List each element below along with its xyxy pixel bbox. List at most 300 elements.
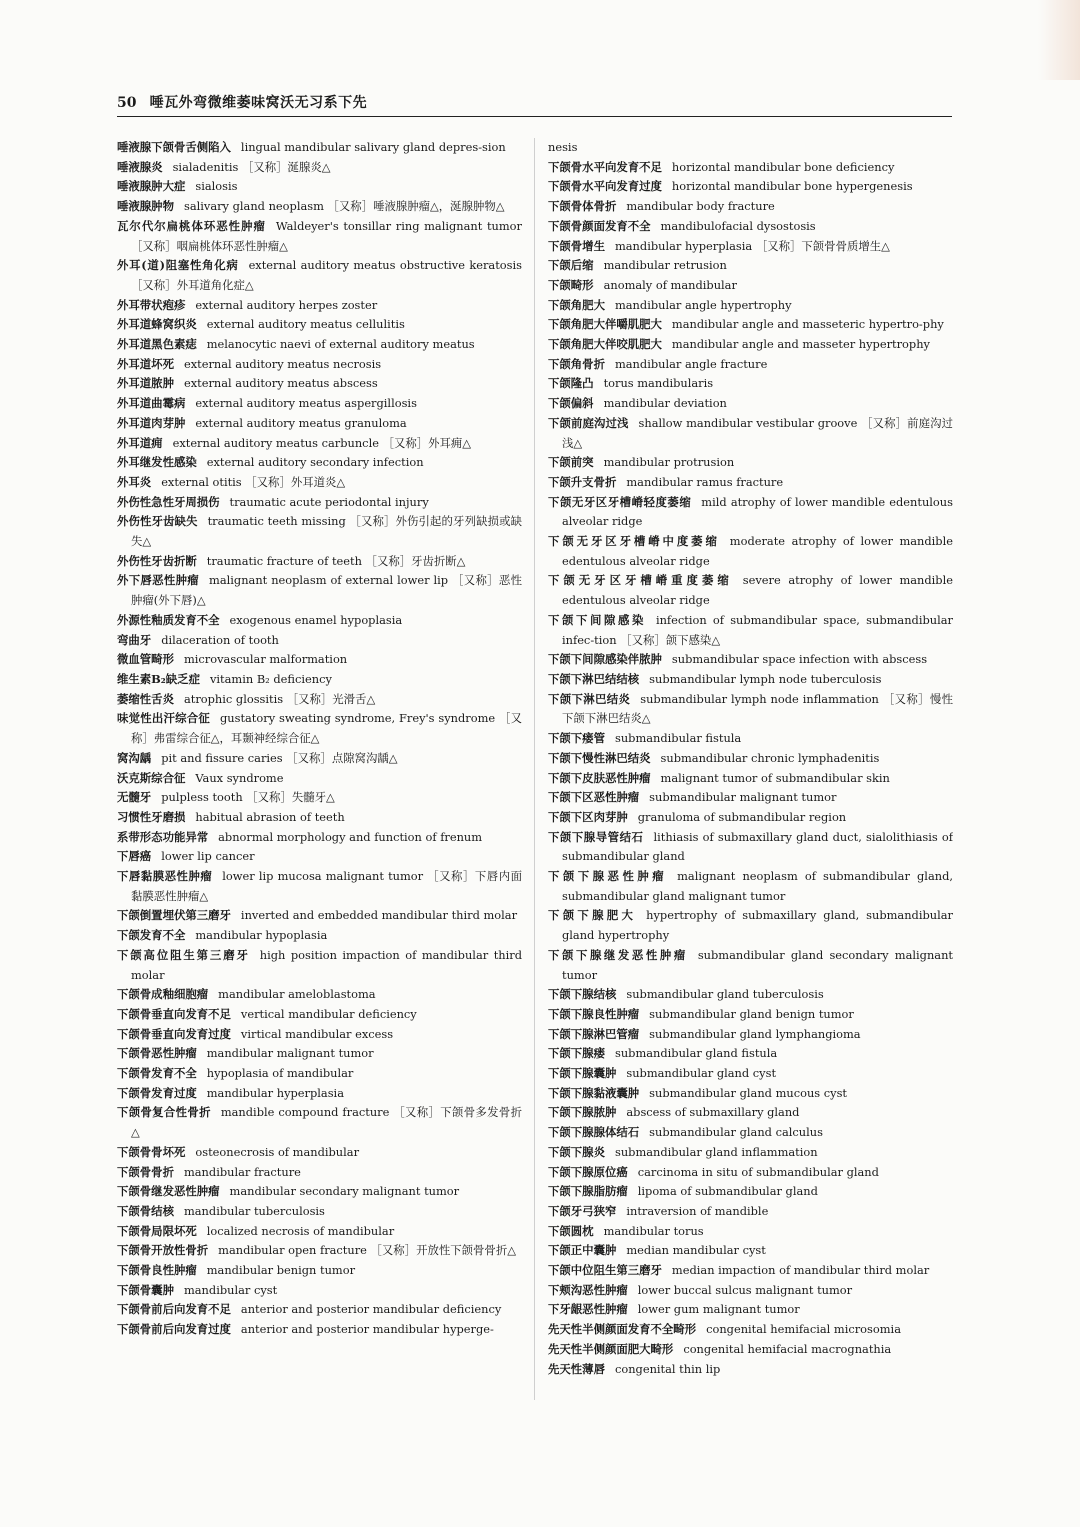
entry-term: 下颌无牙区牙槽嵴中度萎缩 (548, 534, 720, 549)
glossary-entry (117, 1163, 522, 1183)
glossary-entry (548, 670, 953, 690)
glossary-entry (548, 276, 953, 296)
entry-definition: congenital hemifacial microsomia (706, 1322, 901, 1337)
entry-term: 下颌骨骨坏死 (117, 1144, 186, 1159)
entry-definition: carcinoma in situ of submandibular gland (637, 1164, 879, 1179)
glossary-entry (548, 256, 953, 276)
glossary-entry (548, 1005, 953, 1025)
glossary-entry (117, 847, 522, 867)
entry-term: 外伤性牙齿折断 (117, 553, 197, 568)
entry-definition: lithiasis of submaxillary gland duct, sialolithiasis of submandibular gland (562, 829, 953, 864)
glossary-entry (117, 1261, 522, 1281)
glossary-entry (117, 828, 522, 848)
entry-term: 下颌骨囊肿 (117, 1282, 174, 1297)
glossary-entry (548, 138, 953, 158)
entry-term: 下颌骨结核 (117, 1203, 174, 1218)
glossary-entry (117, 788, 522, 808)
entry-definition: virtical mandibular excess (240, 1026, 394, 1041)
entry-definition: external auditory herpes zoster (195, 297, 378, 312)
entry-term: 外耳道黑色素痣 (117, 337, 197, 352)
glossary-entry (548, 1064, 953, 1084)
entry-definition: abnormal morphology and function of frenum (218, 829, 483, 844)
entry-term: 下颌下腺恶性肿瘤 (548, 869, 668, 884)
entry-definition: mandibular angle hypertrophy (614, 297, 792, 312)
glossary-entry (548, 1360, 953, 1380)
glossary-entry (548, 867, 953, 906)
glossary-entry (117, 749, 522, 769)
entry-definition: external otitis ［又称］外耳道炎△ (161, 474, 346, 489)
entry-definition: external auditory secondary infection (206, 455, 424, 470)
entry-term: 下颌下淋巴结结核 (548, 671, 640, 686)
entry-term: 维生素B₂缺乏症 (117, 671, 200, 686)
glossary-entry (117, 709, 522, 748)
entry-term: 下颌骨水平向发育过度 (548, 179, 662, 194)
entry-term: 唾液腺肿大症 (117, 179, 186, 194)
entry-definition: vitamin B₂ deficiency (209, 671, 332, 686)
glossary-entry (117, 611, 522, 631)
entry-definition: malignant neoplasm of external lower lip ［又称］恶性肿瘤(外下唇)△ (131, 573, 522, 608)
entry-term: 先天性半侧颜面肥大畸形 (548, 1341, 674, 1356)
entry-definition: intraversion of mandible (626, 1203, 769, 1218)
entry-term: 外下唇恶性肿瘤 (117, 573, 200, 588)
entry-term: 下颌骨前后向发育不足 (117, 1302, 231, 1317)
entry-definition: inverted and embedded mandibular third molar (240, 908, 518, 923)
entry-term: 下颌升支骨折 (548, 474, 617, 489)
entry-term: 下颌隆凸 (548, 376, 594, 391)
entry-term: 下颌骨颜面发育不全 (548, 218, 651, 233)
entry-definition: submandibular fistula (614, 731, 742, 746)
entry-definition: traumatic teeth missing ［又称］外伤引起的牙列缺损或缺失△ (131, 514, 522, 549)
entry-definition: mandibular cyst (183, 1282, 278, 1297)
entry-definition: horizontal mandibular bone deficiency (671, 159, 895, 174)
entry-definition: submandibular chronic lymphadenitis (660, 750, 880, 765)
entry-definition: Waldeyer's tonsillar ring malignant tumor ［又称］咽扁桃体环恶性肿瘤△ (131, 218, 522, 253)
entry-definition: habitual abrasion of teeth (195, 809, 345, 824)
glossary-entry (548, 453, 953, 473)
entry-term: 下颌骨发育不全 (117, 1066, 197, 1081)
entry-definition: mandible compound fracture ［又称］下颌骨多发骨折△ (131, 1105, 522, 1140)
entry-term: 下颌骨增生 (548, 238, 605, 253)
glossary-entry (117, 906, 522, 926)
glossary-entry (548, 1044, 953, 1064)
glossary-entry (548, 158, 953, 178)
glossary-entry (548, 1143, 953, 1163)
entry-term: 下颌下区恶性肿瘤 (548, 790, 640, 805)
entry-definition: malignant neoplasm of submandibular gland, submandibular gland malignant tumor (562, 869, 953, 903)
right-column (548, 138, 953, 1408)
entry-definition: pulpless tooth ［又称］失髓牙△ (161, 790, 335, 805)
entry-term: 下颌骨良性肿瘤 (117, 1263, 197, 1278)
entry-term: 弯曲牙 (117, 632, 152, 647)
entry-term: 下颌下间隙感染伴脓肿 (548, 652, 662, 667)
glossary-entry (548, 473, 953, 493)
entry-definition: congenital hemifacial macrognathia (683, 1341, 892, 1356)
entry-term: 萎缩性舌炎 (117, 691, 174, 706)
entry-term: 下颌骨开放性骨折 (117, 1243, 209, 1258)
entry-term: 下颌骨恶性肿瘤 (117, 1046, 197, 1061)
entry-term: 下颌骨骨折 (117, 1164, 174, 1179)
glossary-entry (548, 1163, 953, 1183)
entry-term: 外耳炎 (117, 474, 152, 489)
entry-definition: nesis (548, 140, 578, 154)
entry-definition: mandibular open fracture ［又称］开放性下颌骨骨折△ (218, 1243, 516, 1258)
entry-definition: Vaux syndrome (195, 770, 284, 785)
entry-term: 下颌骨垂直向发育不足 (117, 1006, 231, 1021)
entry-definition: moderate atrophy of lower mandible edentulous alveolar ridge (562, 534, 953, 568)
entry-term: 下颌下腺脂肪瘤 (548, 1184, 628, 1199)
entry-definition: median impaction of mandibular third molar (671, 1263, 930, 1278)
glossary-entry (548, 532, 953, 571)
glossary-entry (548, 1261, 953, 1281)
glossary-entry (117, 493, 522, 513)
entry-definition: salivary gland neoplasm ［又称］唾液腺肿瘤△，涎腺肿物△ (183, 199, 505, 214)
entry-term: 外耳道坏死 (117, 356, 174, 371)
entry-term: 下颌下慢性淋巴结炎 (548, 750, 651, 765)
entry-term: 味觉性出汗综合征 (117, 711, 210, 726)
entry-term: 习惯性牙磨损 (117, 809, 186, 824)
entry-definition: mandibular torus (603, 1223, 704, 1238)
entry-term: 下颌骨垂直向发育过度 (117, 1026, 231, 1041)
glossary-entry (117, 631, 522, 651)
glossary-entry (548, 946, 953, 985)
entry-definition: lingual mandibular salivary gland depres-sion (240, 140, 506, 154)
entry-term: 外耳道痈 (117, 435, 163, 450)
glossary-entry (548, 177, 953, 197)
corner-decoration (1038, 0, 1080, 80)
glossary-entry (548, 985, 953, 1005)
entry-term: 下颌骨复合性骨折 (117, 1105, 211, 1120)
entry-definition: lower buccal sulcus malignant tumor (637, 1282, 853, 1297)
glossary-entry (548, 1202, 953, 1222)
entry-definition: mandibular malignant tumor (206, 1046, 374, 1061)
entry-definition: malignant tumor of submandibular skin (660, 770, 890, 785)
entry-definition: anomaly of mandibular (603, 277, 737, 292)
glossary-entry (117, 315, 522, 335)
glossary-entry (117, 434, 522, 454)
glossary-entry (117, 571, 522, 610)
glossary-entry (117, 1025, 522, 1045)
entry-definition: external auditory meatus necrosis (183, 356, 382, 371)
glossary-entry (117, 670, 522, 690)
entry-definition: melanocytic naevi of external auditory meatus (206, 337, 475, 352)
entry-definition: submandibular gland secondary malignant tumor (562, 947, 953, 982)
entry-definition: external auditory meatus carbuncle ［又称］外耳痈△ (172, 435, 472, 450)
entry-definition: infection of submandibular space, submandibular infec-tion ［又称］颌下感染△ (562, 612, 953, 647)
glossary-entry (117, 296, 522, 316)
glossary-entry (548, 690, 953, 729)
entry-term: 下颌畸形 (548, 277, 594, 292)
entry-term: 先天性半侧颜面发育不全畸形 (548, 1322, 697, 1337)
entry-definition: submandibular gland benign tumor (649, 1006, 854, 1021)
entry-term: 下颌骨发育过度 (117, 1085, 197, 1100)
glossary-entry (117, 808, 522, 828)
entry-term: 下颌牙弓狭窄 (548, 1203, 617, 1218)
entry-term: 下颌骨局限坏死 (117, 1223, 197, 1238)
entry-definition: lower lip mucosa malignant tumor ［又称］下唇内面黏膜恶性肿瘤△ (131, 869, 522, 903)
entry-term: 下颌下淋巴结炎 (548, 691, 631, 706)
glossary-entry (117, 256, 522, 295)
entry-definition: mandibular ameloblastoma (218, 987, 376, 1002)
entry-definition: mild atrophy of lower mandible edentulous alveolar ridge (562, 494, 953, 529)
glossary-entry (117, 512, 522, 551)
glossary-entry (548, 1300, 953, 1320)
entry-definition: submandibular space infection with abscess (671, 652, 928, 667)
glossary-entry (548, 217, 953, 237)
glossary-entry (548, 493, 953, 532)
entry-term: 下颌角肥大伴嚼肌肥大 (548, 317, 662, 332)
glossary-entry (117, 473, 522, 493)
entry-term: 系带形态功能异常 (117, 829, 209, 844)
glossary-entry (117, 177, 522, 197)
entry-term: 下颌骨成釉细胞瘤 (117, 987, 209, 1002)
entry-term: 下颊沟恶性肿瘤 (548, 1282, 628, 1297)
entry-term: 外耳继发性感染 (117, 455, 197, 470)
glossary-entry (548, 611, 953, 650)
entry-term: 下颌倒置埋伏第三磨牙 (117, 908, 231, 923)
entry-term: 下颌下腺良性肿瘤 (548, 1006, 640, 1021)
entry-definition: lower lip cancer (161, 849, 255, 864)
entry-term: 下颌前突 (548, 455, 594, 470)
entry-definition: submandibular lymph node tuberculosis (649, 671, 882, 686)
entry-definition: traumatic acute periodontal injury (229, 494, 429, 509)
glossary-entry (117, 335, 522, 355)
entry-definition: localized necrosis of mandibular (206, 1223, 395, 1238)
entry-definition: shallow mandibular vestibular groove ［又称］前庭沟过浅△ (562, 415, 953, 450)
entry-definition: granuloma of submandibular region (637, 809, 847, 824)
entry-term: 下颌下腺脓肿 (548, 1105, 617, 1120)
entry-term: 下颌下腺黏液囊肿 (548, 1085, 640, 1100)
entry-term: 下颌下间隙感染 (548, 612, 646, 627)
entry-definition: submandibular gland cyst (626, 1066, 777, 1081)
glossary-entry (548, 394, 953, 414)
entry-definition: mandibular ramus fracture (626, 474, 784, 489)
entry-term: 下颌圆枕 (548, 1223, 594, 1238)
entry-definition: exogenous enamel hypoplasia (229, 612, 403, 627)
left-column (117, 138, 522, 1408)
entry-definition: mandibular hyperplasia ［又称］下颌骨骨质增生△ (614, 238, 890, 253)
entry-definition: mandibular retrusion (603, 258, 727, 273)
entry-definition: lipoma of submandibular gland (637, 1184, 818, 1199)
glossary-entry (117, 374, 522, 394)
entry-definition: mandibular secondary malignant tumor (229, 1184, 460, 1199)
entry-term: 先天性薄唇 (548, 1361, 605, 1376)
glossary-entry (548, 788, 953, 808)
entry-definition: external auditory meatus abscess (183, 376, 378, 391)
entry-term: 无髓牙 (117, 790, 152, 805)
entry-definition: mandibular fracture (183, 1164, 301, 1179)
entry-term: 下颌下腺继发恶性肿瘤 (548, 947, 688, 962)
glossary-entry (117, 217, 522, 256)
entry-definition: mandibulofacial dysostosis (660, 218, 816, 233)
entry-term: 外源性釉质发育不全 (117, 612, 220, 627)
glossary-entry (548, 571, 953, 610)
entry-definition: vertical mandibular deficiency (240, 1006, 417, 1021)
entry-term: 下颌下腺结核 (548, 987, 617, 1002)
entry-term: 下唇癌 (117, 849, 152, 864)
entry-term: 下颌下皮肤恶性肿瘤 (548, 770, 651, 785)
glossary-entry (117, 650, 522, 670)
glossary-entry (117, 985, 522, 1005)
glossary-entry (117, 1281, 522, 1301)
entry-term: 下颌后缩 (548, 258, 594, 273)
entry-term: 下颌无牙区牙槽嵴重度萎缩 (548, 573, 733, 588)
entry-definition: gustatory sweating syndrome, Frey's syndrome ［又称］弗雷综合征△，耳颞神经综合征△ (131, 711, 522, 746)
entry-definition: congenital thin lip (614, 1361, 721, 1376)
entry-term: 下颌中位阻生第三磨牙 (548, 1263, 662, 1278)
glossary-entry (117, 1103, 522, 1142)
entry-term: 下牙龈恶性肿瘤 (548, 1302, 628, 1317)
entry-term: 沃克斯综合征 (117, 770, 186, 785)
entry-definition: median mandibular cyst (626, 1243, 766, 1258)
entry-term: 下颌下腺囊肿 (548, 1066, 617, 1081)
entry-definition: mandibular angle fracture (614, 356, 768, 371)
entry-term: 外耳道脓肿 (117, 376, 174, 391)
entry-definition: dilaceration of tooth (161, 632, 279, 647)
entry-definition: severe atrophy of lower mandible edentulous alveolar ridge (562, 573, 953, 608)
entry-term: 下颌角肥大伴咬肌肥大 (548, 337, 662, 352)
entry-definition: mandibular angle and masseter hypertrophy (671, 337, 930, 352)
entry-definition: mandibular protrusion (603, 455, 735, 470)
entry-definition: external auditory meatus aspergillosis (195, 396, 417, 411)
glossary-entry (548, 1281, 953, 1301)
entry-definition: torus mandibularis (603, 376, 714, 391)
entry-term: 外耳道曲霉病 (117, 396, 186, 411)
glossary-entry (117, 197, 522, 217)
glossary-entry (548, 1123, 953, 1143)
glossary-entry (117, 414, 522, 434)
entry-definition: mandibular hypoplasia (195, 928, 328, 943)
glossary-entry (117, 1320, 522, 1340)
entry-definition: external auditory meatus granuloma (195, 415, 407, 430)
entry-term: 下颌下腺淋巴管瘤 (548, 1026, 640, 1041)
glossary-entry (548, 1340, 953, 1360)
entry-definition: external auditory meatus obstructive keratosis ［又称］外耳道角化症△ (131, 258, 522, 292)
entry-term: 外伤性牙齿缺失 (117, 514, 198, 529)
glossary-entry (117, 453, 522, 473)
entry-term: 外伤性急性牙周损伤 (117, 494, 220, 509)
entry-term: 下颌偏斜 (548, 396, 594, 411)
glossary-entry (548, 197, 953, 217)
entry-term: 下颌角肥大 (548, 297, 605, 312)
entry-definition: traumatic fracture of teeth ［又称］牙齿折断△ (206, 553, 466, 568)
glossary-entry (548, 828, 953, 867)
glossary-entry (117, 1044, 522, 1064)
entry-definition: high position impaction of mandibular third molar (131, 947, 522, 982)
entry-definition: external auditory meatus cellulitis (206, 317, 405, 332)
entry-definition: anterior and posterior mandibular deficiency (240, 1302, 502, 1317)
glossary-entry (117, 1064, 522, 1084)
page-header (117, 92, 952, 117)
entry-definition: pit and fissure caries ［又称］点隙窝沟龋△ (161, 750, 398, 765)
page-number: 50 (117, 95, 137, 111)
glossary-entry (117, 1202, 522, 1222)
entry-term: 下颌骨水平向发育不足 (548, 159, 662, 174)
entry-definition: mandibular deviation (603, 396, 727, 411)
entry-definition: abscess of submaxillary gland (626, 1105, 800, 1120)
entry-term: 唾液腺肿物 (117, 199, 174, 214)
glossary-entry (548, 374, 953, 394)
entry-definition: osteonecrosis of mandibular (195, 1144, 360, 1159)
entry-definition: hypertrophy of submaxillary gland, submandibular gland hypertrophy (562, 908, 953, 943)
glossary-entry (548, 1025, 953, 1045)
glossary-entry (117, 394, 522, 414)
glossary-entry (548, 650, 953, 670)
glossary-entry (548, 1182, 953, 1202)
entry-term: 下颌下瘘管 (548, 731, 605, 746)
entry-term: 微血管畸形 (117, 652, 174, 667)
glossary-entry (548, 1084, 953, 1104)
entry-definition: mandibular hyperplasia (206, 1085, 344, 1100)
entry-term: 窝沟龋 (117, 750, 152, 765)
glossary-entry (548, 906, 953, 945)
entry-definition: submandibular gland calculus (649, 1125, 823, 1140)
entry-definition: submandibular gland fistula (614, 1046, 778, 1061)
entry-term: 唾液腺下颌骨舌侧陷入 (117, 140, 231, 154)
entry-term: 下颌下腺腺体结石 (548, 1125, 640, 1140)
entry-term: 下颌角骨折 (548, 356, 605, 371)
entry-term: 外耳带状疱疹 (117, 297, 186, 312)
glossary-entry (117, 158, 522, 178)
glossary-entry (117, 1222, 522, 1242)
entry-definition: horizontal mandibular bone hypergenesis (671, 179, 913, 194)
glossary-entry (117, 1143, 522, 1163)
glossary-entry (117, 946, 522, 985)
running-title: 唾瓦外弯微维萎味窝沃无习系下先 (149, 95, 368, 111)
glossary-entry (117, 355, 522, 375)
entry-term: 外耳(道)阻塞性角化病 (117, 258, 239, 273)
entry-term: 下颌下腺导管结石 (548, 829, 644, 844)
entry-definition: mandibular body fracture (626, 199, 775, 214)
glossary-entry (117, 138, 522, 158)
glossary-entry (548, 315, 953, 335)
entry-definition: hypoplasia of mandibular (206, 1066, 354, 1081)
glossary-entry (117, 867, 522, 906)
glossary-entry (117, 769, 522, 789)
glossary-entry (548, 729, 953, 749)
entry-term: 下唇黏膜恶性肿瘤 (117, 869, 213, 884)
entry-definition: submandibular lymph node inflammation ［又称］慢性下颌下淋巴结炎△ (562, 691, 953, 726)
entry-term: 下颌下腺炎 (548, 1144, 605, 1159)
entry-term: 下颌正中囊肿 (548, 1243, 617, 1258)
glossary-entry (548, 335, 953, 355)
glossary-entry (117, 1300, 522, 1320)
glossary-entry (548, 414, 953, 453)
glossary-entry (117, 1084, 522, 1104)
entry-term: 下颌下腺肥大 (548, 908, 637, 923)
glossary-entry (117, 1241, 522, 1261)
entry-term: 下颌发育不全 (117, 928, 186, 943)
entry-term: 外耳道肉芽肿 (117, 415, 186, 430)
glossary-entry (548, 1103, 953, 1123)
entry-term: 瓦尔代尔扁桃体环恶性肿瘤 (117, 218, 266, 233)
entry-definition: sialosis (195, 179, 238, 194)
glossary-entry (117, 1005, 522, 1025)
glossary-entry (117, 552, 522, 572)
glossary-entry (548, 1241, 953, 1261)
glossary-entry (548, 1222, 953, 1242)
entry-term: 下颌骨前后向发育过度 (117, 1322, 231, 1337)
entry-definition: mandibular benign tumor (206, 1263, 356, 1278)
glossary-entry (548, 296, 953, 316)
entry-definition: submandibular gland tuberculosis (626, 987, 824, 1002)
glossary-entry (548, 808, 953, 828)
entry-definition: submandibular gland inflammation (614, 1144, 818, 1159)
entry-term: 下颌骨体骨折 (548, 199, 617, 214)
entry-definition: atrophic glossitis ［又称］光滑舌△ (183, 691, 376, 706)
entry-definition: submandibular malignant tumor (649, 790, 837, 805)
entry-term: 下颌下区肉芽肿 (548, 809, 628, 824)
glossary-entry (117, 926, 522, 946)
